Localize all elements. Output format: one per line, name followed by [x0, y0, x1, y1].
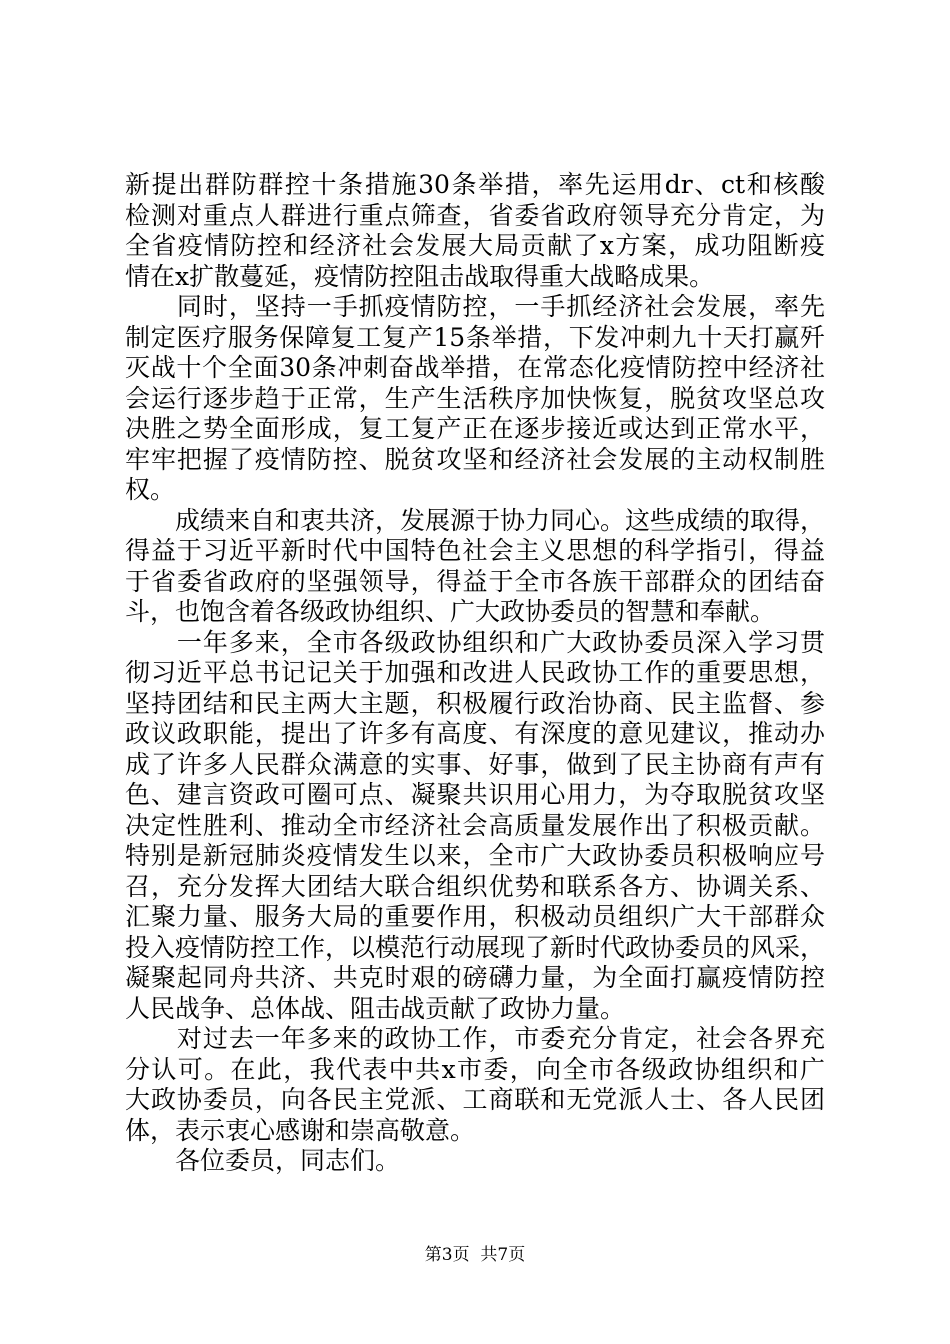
- text-line: 大政协委员，向各民主党派、工商联和无党派人士、各人民团: [125, 1085, 825, 1114]
- text-line: 各位委员，同志们。: [125, 1146, 401, 1175]
- text-line: 同时，坚持一手抓疫情防控，一手抓经济社会发展，率先: [125, 292, 825, 321]
- text-line: 斗，也饱含着各级政协组织、广大政协委员的智慧和奉献。: [125, 597, 776, 626]
- text-line: 特别是新冠肺炎疫情发生以来，全市广大政协委员积极响应号: [125, 841, 825, 870]
- text-line: 召，充分发挥大团结大联合组织优势和联系各方、协调关系、: [125, 871, 825, 901]
- text-line: 体，表示衷心感谢和崇高敬意。: [125, 1115, 476, 1145]
- text-line: 全省疫情防控和经济社会发展大局贡献了x方案，成功阻断疫: [125, 231, 825, 260]
- text-line: 决胜之势全面形成，复工复产正在逐步接近或达到正常水平，: [125, 414, 825, 443]
- text-line: 一年多来，全市各级政协组织和广大政协委员深入学习贯: [125, 627, 825, 657]
- text-line: 会运行逐步趋于正常，生产生活秩序加快恢复，脱贫攻坚总攻: [125, 383, 825, 413]
- text-line: 检测对重点人群进行重点筛查，省委省政府领导充分肯定，为: [125, 200, 825, 230]
- text-line: 色、建言资政可圈可点、凝聚共识用心用力，为夺取脱贫攻坚: [125, 780, 825, 809]
- text-line: 情在x扩散蔓延，疫情防控阻击战取得重大战略成果。: [125, 261, 715, 291]
- text-line: 新提出群防群控十条措施30条举措，率先运用dr、ct和核酸: [125, 170, 825, 199]
- page-number-footer: 第3页 共7页: [424, 1245, 526, 1265]
- text-line: 对过去一年多来的政协工作，市委充分肯定，社会各界充: [125, 1024, 825, 1053]
- text-line: 得益于习近平新时代中国特色社会主义思想的科学指引，得益: [125, 536, 825, 565]
- text-line: 彻习近平总书记记关于加强和改进人民政协工作的重要思想，: [125, 658, 825, 687]
- text-line: 人民战争、总体战、阻击战贡献了政协力量。: [125, 993, 626, 1023]
- text-line: 于省委省政府的坚强领导，得益于全市各族干部群众的团结奋: [125, 566, 825, 596]
- text-line: 凝聚起同舟共济、共克时艰的磅礴力量，为全面打赢疫情防控: [125, 963, 825, 992]
- text-line: 投入疫情防控工作，以模范行动展现了新时代政协委员的风采，: [125, 932, 826, 962]
- text-line: 分认可。在此，我代表中共x市委，向全市各级政协组织和广: [125, 1054, 825, 1084]
- text-line: 成绩来自和衷共济，发展源于协力同心。这些成绩的取得，: [125, 505, 826, 535]
- text-line: 汇聚力量、服务大局的重要作用，积极动员组织广大干部群众: [125, 902, 825, 931]
- text-line: 决定性胜利、推动全市经济社会高质量发展作出了积极贡献。: [125, 810, 825, 840]
- text-line: 政议政职能，提出了许多有高度、有深度的意见建议，推动办: [125, 719, 825, 748]
- text-line: 牢牢把握了疫情防控、脱贫攻坚和经济社会发展的主动权制胜: [125, 444, 825, 474]
- text-line: 坚持团结和民主两大主题，积极履行政治协商、民主监督、参: [125, 688, 825, 718]
- text-line: 权。: [125, 475, 176, 504]
- text-line: 灭战十个全面30条冲刺奋战举措，在常态化疫情防控中经济社: [125, 353, 825, 382]
- text-line: 制定医疗服务保障复工复产15条举措，下发冲刺九十天打赢歼: [125, 322, 825, 352]
- text-line: 成了许多人民群众满意的实事、好事，做到了民主协商有声有: [125, 749, 825, 779]
